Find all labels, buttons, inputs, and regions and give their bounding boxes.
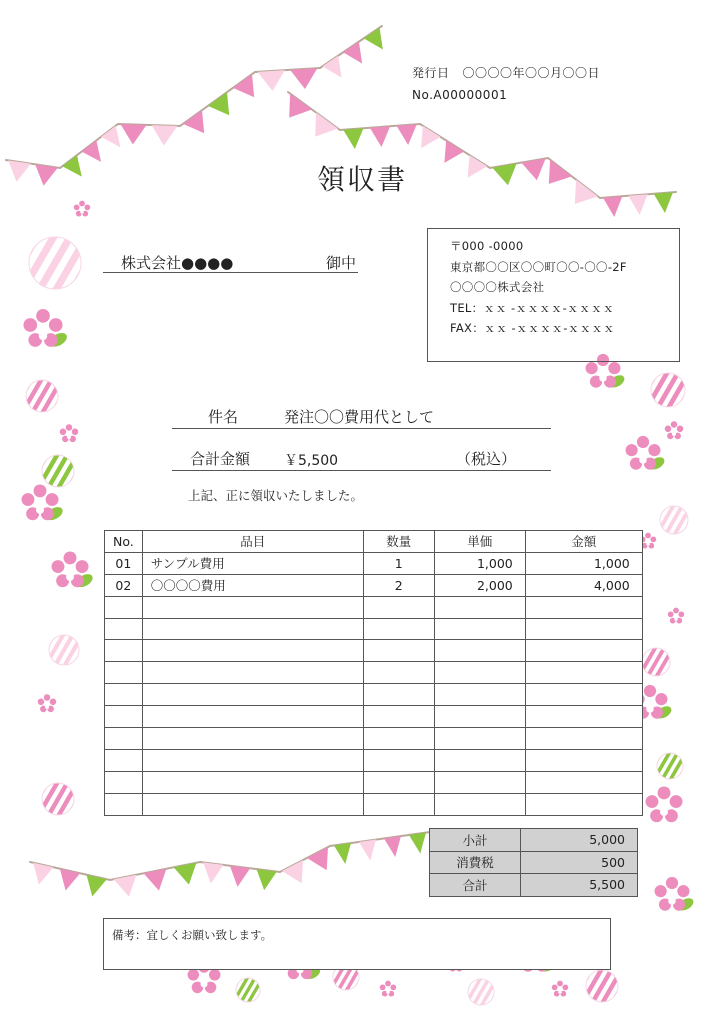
row-qty <box>363 618 434 640</box>
row-amount: 1,000 <box>525 552 642 574</box>
row-no: 01 <box>105 552 143 574</box>
issuer-box <box>427 228 680 362</box>
recipient-name: 株式会社●●●● <box>121 254 234 272</box>
row-unit-price: 2,000 <box>434 574 525 596</box>
row-item: 〇〇〇〇費用 <box>142 574 363 596</box>
table-row <box>105 640 643 662</box>
items-header-row <box>105 531 643 553</box>
row-item <box>142 662 363 684</box>
page-title: 領収書 <box>316 163 407 196</box>
row-amount <box>525 771 642 793</box>
row-unit-price <box>434 771 525 793</box>
table-row <box>105 706 643 728</box>
row-no <box>105 771 143 793</box>
row-qty <box>363 749 434 771</box>
totals-table <box>429 828 638 897</box>
table-row <box>105 662 643 684</box>
row-qty <box>363 640 434 662</box>
header-no: No. <box>105 531 143 553</box>
table-row <box>105 596 643 618</box>
row-qty <box>363 771 434 793</box>
row-amount <box>525 749 642 771</box>
tax-row <box>430 851 638 874</box>
items-table <box>104 530 643 816</box>
subtotal-label: 小計 <box>430 829 521 852</box>
header-item: 品目 <box>142 531 363 553</box>
row-qty <box>363 706 434 728</box>
row-qty <box>363 728 434 750</box>
receipt-number: No.A00000001 <box>412 88 508 102</box>
subtotal-row <box>430 829 638 852</box>
row-amount <box>525 596 642 618</box>
row-amount: 4,000 <box>525 574 642 596</box>
row-item <box>142 618 363 640</box>
table-row <box>105 684 643 706</box>
remarks-box: 備考：宜しくお願い致します。 <box>103 918 611 970</box>
row-item <box>142 771 363 793</box>
subject-label: 件名 <box>208 408 239 426</box>
row-no <box>105 618 143 640</box>
tax-label: 消費税 <box>430 851 521 874</box>
row-item <box>142 706 363 728</box>
row-qty: 1 <box>363 552 434 574</box>
table-row <box>105 771 643 793</box>
row-unit-price <box>434 793 525 815</box>
subject-row <box>172 406 551 429</box>
total-amount-row <box>172 448 551 471</box>
issuer-postal: 〒000 -0000 <box>450 239 524 253</box>
received-note: 上記、正に領収いたしました。 <box>188 488 364 503</box>
row-unit-price <box>434 662 525 684</box>
header-amount: 金額 <box>525 531 642 553</box>
row-amount <box>525 728 642 750</box>
issue-date <box>412 64 600 81</box>
recipient <box>103 250 358 273</box>
row-amount <box>525 640 642 662</box>
table-row <box>105 728 643 750</box>
row-unit-price <box>434 684 525 706</box>
row-unit-price <box>434 749 525 771</box>
subtotal-value: 5,000 <box>521 829 638 852</box>
row-item <box>142 749 363 771</box>
recipient-honorific: 御中 <box>325 254 356 272</box>
row-unit-price <box>434 596 525 618</box>
row-no <box>105 793 143 815</box>
row-item <box>142 728 363 750</box>
row-item <box>142 793 363 815</box>
table-row <box>105 574 643 596</box>
header-qty: 数量 <box>363 531 434 553</box>
row-amount <box>525 684 642 706</box>
table-row <box>105 618 643 640</box>
row-item <box>142 596 363 618</box>
row-qty: 2 <box>363 574 434 596</box>
grand-total-value: 5,500 <box>521 874 638 897</box>
row-qty <box>363 793 434 815</box>
subject-value: 発注〇〇費用代として <box>284 408 435 426</box>
row-item <box>142 684 363 706</box>
row-no <box>105 728 143 750</box>
row-no <box>105 706 143 728</box>
row-qty <box>363 684 434 706</box>
row-item: サンプル費用 <box>142 552 363 574</box>
row-unit-price: 1,000 <box>434 552 525 574</box>
issue-date-label: 発行日 <box>412 66 450 80</box>
row-no <box>105 596 143 618</box>
row-qty <box>363 662 434 684</box>
grand-total-label: 合計 <box>430 874 521 897</box>
row-no: 02 <box>105 574 143 596</box>
issuer-fax: FAX：ｘｘ -ｘｘｘｘ-ｘｘｘｘ <box>450 321 615 335</box>
row-amount <box>525 662 642 684</box>
row-no <box>105 662 143 684</box>
grand-total-row <box>430 874 638 897</box>
tax-value: 500 <box>521 851 638 874</box>
row-no <box>105 640 143 662</box>
issue-date-value: 〇〇〇〇年〇〇月〇〇日 <box>462 66 600 80</box>
row-amount <box>525 793 642 815</box>
issuer-tel: TEL：ｘｘ -ｘｘｘｘ-ｘｘｘｘ <box>450 300 615 315</box>
header-unit-price: 単価 <box>434 531 525 553</box>
row-qty <box>363 596 434 618</box>
total-amount-value: ￥5,500 <box>284 453 339 469</box>
tax-included-note: （税込） <box>456 450 517 468</box>
row-unit-price <box>434 728 525 750</box>
row-amount <box>525 618 642 640</box>
row-item <box>142 640 363 662</box>
issuer-address: 東京都〇〇区〇〇町〇〇-〇〇-2F <box>450 259 627 274</box>
issuer-company: 〇〇〇〇株式会社 <box>450 280 545 294</box>
row-unit-price <box>434 706 525 728</box>
total-amount-label: 合計金額 <box>190 450 251 468</box>
row-unit-price <box>434 640 525 662</box>
row-amount <box>525 706 642 728</box>
table-row <box>105 793 643 815</box>
row-no <box>105 749 143 771</box>
table-row <box>105 749 643 771</box>
table-row <box>105 552 643 574</box>
row-no <box>105 684 143 706</box>
row-unit-price <box>434 618 525 640</box>
